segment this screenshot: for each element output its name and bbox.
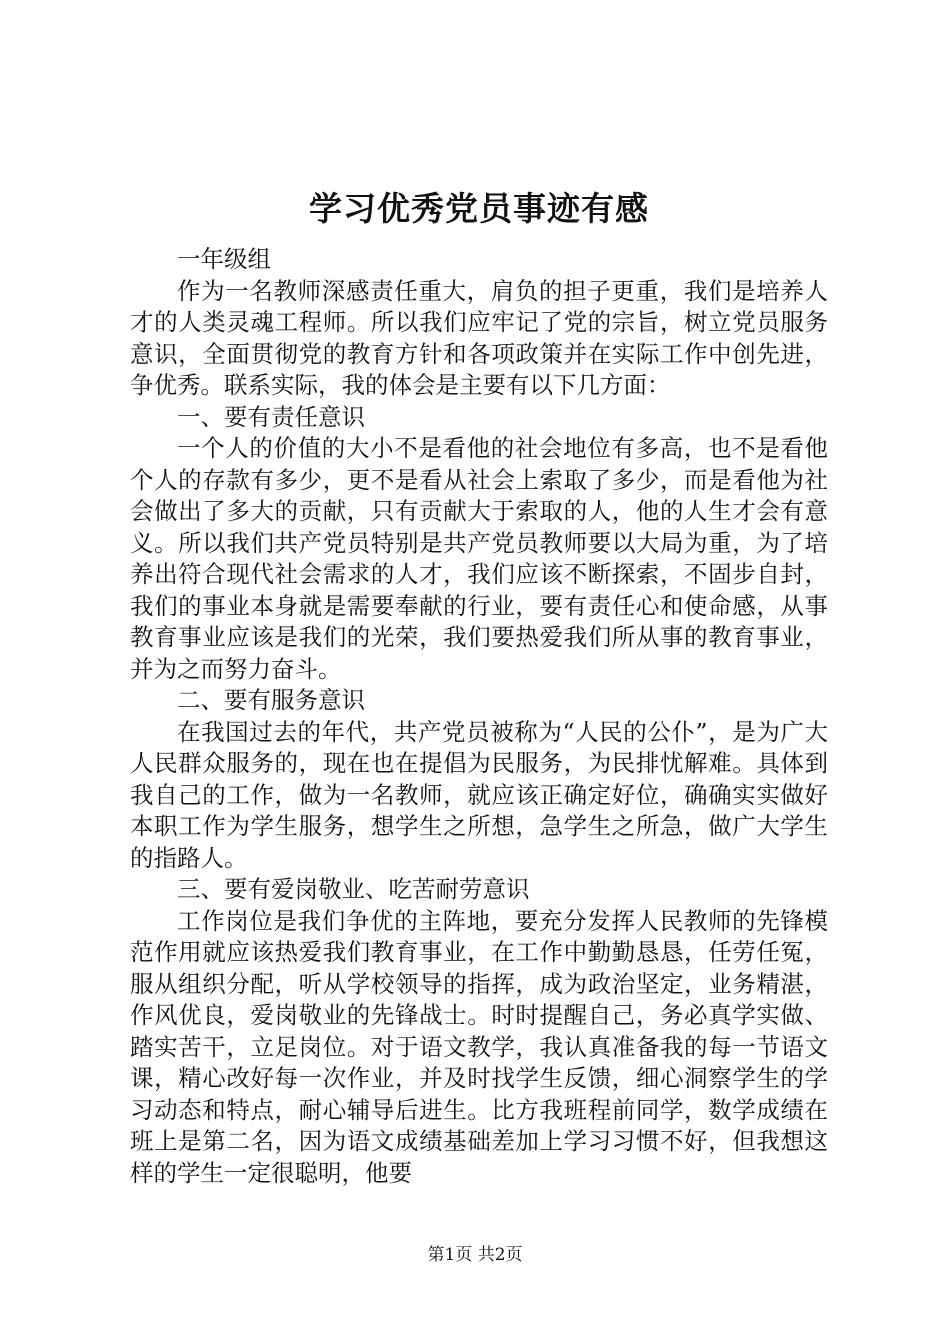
- body-paragraph-dedication: 工作岗位是我们争优的主阵地，要充分发挥人民教师的先锋模范作用就应该热爱我们教育事业，在工作中勤勤恳恳，任劳任冤，服从组织分配，听从学校领导的指挥，成为政治坚定，业务精湛，作风优良，爱岗敬业的先锋战士。时时提醒自己，务必真学实做、踏实苦干，立足岗位。对于语文教学，我认真准备我的每一节语文课，精心改好每一次作业，并及时找学生反馈，细心洞察学生的学习动态和特点，耐心辅导后进生。比方我班程前同学，数学成绩在班上是第二名，因为语文成绩基础差加上学习习惯不好，但我想这样的学生一定很聪明，他要: [130, 906, 828, 1187]
- intro-paragraph: 作为一名教师深感责任重大，肩负的担子更重，我们是培养人才的人类灵魂工程师。所以我们应牢记了党的宗旨，树立党员服务意识，全面贯彻党的教育方针和各项政策并在实际工作中创先进，争优秀。联系实际，我的体会是主要有以下几方面：: [130, 276, 828, 399]
- page-content: [130, 184, 828, 1189]
- body-paragraph-responsibility: 一个人的价值的大小不是看他的社会地位有多高，也不是看他个人的存款有多少，更不是看从社会上索取了多少，而是看他为社会做出了多大的贡献，只有贡献大于索取的人，他的人生才会有意义。所以我们共产党员特别是共产党员教师要以大局为重，为了培养出符合现代社会需求的人才，我们应该不断探索，不固步自封，我们的事业本身就是需要奉献的行业，要有责任心和使命感，从事教育事业应该是我们的光荣，我们要热爱我们所从事的教育事业，并为之而努力奋斗。: [130, 434, 828, 683]
- section-heading-responsibility: 一、要有责任意识: [177, 402, 365, 431]
- body-paragraph-service: 在我国过去的年代，共产党员被称为“人民的公仆”，是为广大人民群众服务的，现在也在提倡为民服务，为民排忧解难。具体到我自己的工作，做为一名教师，就应该正确定好位，确确实实做好本职工作为学生服务，想学生之所想，急学生之所急，做广大学生的指路人。: [130, 717, 828, 872]
- section-heading-service: 二、要有服务意识: [177, 686, 365, 714]
- document-title: 学习优秀党员事迹有感: [309, 189, 649, 228]
- section-heading-dedication: 三、要有爱岗敬业、吃苦耐劳意识: [177, 875, 530, 903]
- page-footer: 第1页 共2页: [427, 1245, 523, 1265]
- author-group: 一年级组: [177, 245, 271, 273]
